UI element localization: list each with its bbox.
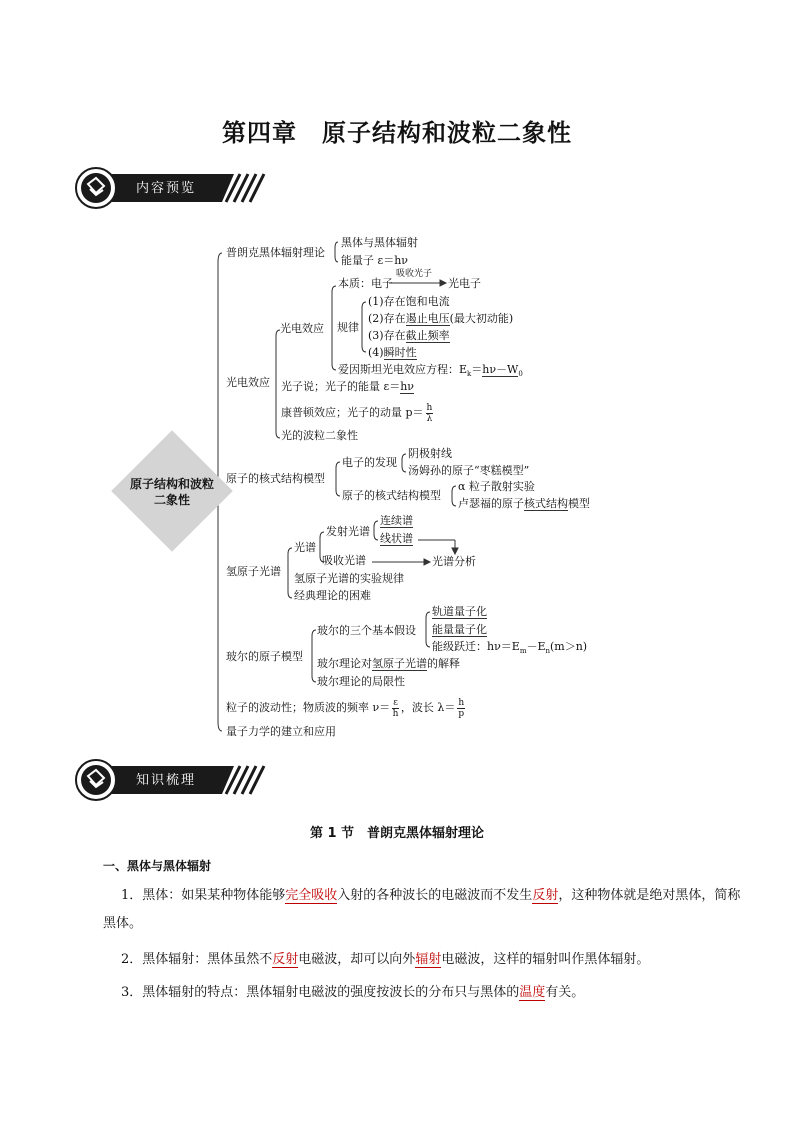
- node-essence-arrow-label: 吸收光子: [396, 269, 433, 279]
- node-photoelectric: 光电效应: [226, 376, 270, 389]
- node-transition-mid: －E: [526, 640, 546, 653]
- chapter-title: 第四章 原子结构和波粒二象性: [222, 119, 572, 147]
- node-nuclear-2: 原子的核式结构模型: [342, 489, 441, 502]
- node-absorption: 吸收光谱: [322, 554, 366, 567]
- node-bohr-limit: 玻尔理论的局限性: [317, 675, 405, 688]
- node-emission: 发射光谱: [326, 525, 370, 538]
- node-compton-text: 康普顿效应；光子的动量 p＝: [281, 406, 424, 419]
- node-cathode: 阴极射线: [408, 447, 452, 460]
- node-essence-post: 光电子: [448, 277, 481, 290]
- node-wave-num1: ε: [393, 697, 398, 708]
- node-rutherford-post: 模型: [568, 497, 590, 510]
- paragraph-2: [103, 946, 743, 974]
- node-alpha: α 粒子散射实验: [458, 480, 535, 493]
- node-wave-pre: 粒子的波动性；物质波的频率 ν＝: [226, 701, 391, 714]
- p1-highlight-1: 完全吸收: [285, 888, 338, 903]
- p3-highlight-1: 温度: [519, 985, 546, 1000]
- node-einstein: [338, 363, 523, 381]
- node-orbit: [432, 605, 487, 619]
- node-essence-pre: 本质：电子: [338, 277, 393, 290]
- node-transition-sub1: m: [519, 647, 527, 656]
- p1-b: 入射的各种波长的电磁波而不发生: [337, 888, 533, 903]
- node-law: 规律: [337, 321, 359, 334]
- node-einstein-mid: ＝: [471, 363, 483, 376]
- node-transition-post: (m＞n): [550, 640, 588, 653]
- node-rutherford-pre: 卢瑟福的原子: [458, 497, 524, 510]
- node-nuclear: 原子的核式结构模型: [226, 472, 325, 485]
- node-law-2-pre: (2)存在: [368, 312, 406, 325]
- node-wave-mid: ，波长 λ＝: [400, 701, 456, 714]
- node-line: [380, 532, 413, 546]
- node-wave-num2: h: [458, 697, 465, 708]
- banner-preview-label: 内容预览: [136, 181, 197, 196]
- p2-c: 电磁波，这样的辐射叫作黑体辐射。: [441, 952, 650, 967]
- node-bohr-explain: [317, 657, 460, 671]
- node-electron: 电子的发现: [342, 456, 397, 469]
- node-compton-fraction: [426, 403, 434, 424]
- p3-a: 3．黑体辐射的特点：黑体辐射电磁波的强度按波长的分布只与黑体的: [121, 985, 520, 1000]
- node-bohr: 玻尔的原子模型: [226, 650, 303, 663]
- node-law-4-underlined: 瞬时性: [383, 346, 417, 359]
- node-hydrogen-law: 氢原子光谱的实验规律: [294, 572, 404, 585]
- node-bohr-explain-pre: 玻尔理论对: [317, 657, 372, 670]
- node-planck: 普朗克黑体辐射理论: [226, 246, 325, 259]
- node-law-2-post: (最大初动能): [449, 312, 514, 325]
- node-photon-underlined: hν: [400, 380, 414, 393]
- node-classical: 经典理论的困难: [294, 589, 371, 602]
- node-law-2-underlined: 遏止电压: [405, 312, 450, 325]
- node-thomson: 汤姆孙的原子“枣糕模型”: [408, 464, 530, 477]
- node-quantum-mechanics: 量子力学的建立和应用: [226, 725, 336, 738]
- node-einstein-underlined: hν－W: [482, 363, 519, 376]
- node-transition-sub2: n: [545, 647, 550, 656]
- node-law-4: [368, 346, 417, 360]
- p2-highlight-1: 反射: [272, 952, 299, 967]
- node-law-4-pre: (4): [368, 346, 384, 359]
- node-law-3-underlined: 截止频率: [405, 329, 450, 342]
- node-wave-den2: p: [458, 708, 465, 719]
- node-bohr-explain-post: 的解释: [427, 657, 460, 670]
- node-law-3: [368, 329, 450, 343]
- node-transition-pre: 能级跃迁：hν＝E: [432, 640, 520, 653]
- node-continuous: [380, 514, 413, 528]
- node-continuous-underlined: 连续谱: [380, 514, 413, 527]
- node-compton-den: λ: [426, 413, 433, 424]
- banner-knowledge-label: 知识梳理: [136, 773, 197, 788]
- node-duality: 光的波粒二象性: [281, 429, 358, 442]
- node-law-3-pre: (3)存在: [368, 329, 406, 342]
- p2-b: 电磁波，却可以向外: [298, 952, 416, 967]
- node-energy-quantum: 能量子 ε＝hν: [341, 254, 408, 267]
- node-analysis: 光谱分析: [432, 555, 476, 568]
- p1-a: 1．黑体：如果某种物体能够: [121, 888, 286, 903]
- node-spectrum: 光谱: [294, 541, 316, 554]
- node-compton: [281, 398, 435, 428]
- node-blackbody: 黑体与黑体辐射: [341, 236, 418, 249]
- node-einstein-pre: 爱因斯坦光电效应方程：E: [338, 363, 468, 376]
- node-essence: [338, 277, 393, 291]
- node-photon-pre: 光子说；光子的能量 ε＝: [281, 380, 401, 393]
- node-compton-num: h: [426, 402, 433, 413]
- p1-c: ，这种物体就是绝对黑体，简称黑体。: [103, 888, 741, 931]
- node-wave-fraction-1: [392, 698, 399, 719]
- node-energy: [432, 623, 487, 637]
- node-einstein-sub2: 0: [518, 370, 523, 379]
- mindmap-center-label: 原子结构和波粒二象性: [130, 477, 215, 507]
- node-wave-fraction-2: [457, 698, 465, 719]
- node-transition: [432, 640, 587, 658]
- node-energy-underlined: 能量量子化: [432, 623, 487, 636]
- node-einstein-sub: k: [467, 370, 472, 379]
- node-photon: [281, 380, 414, 394]
- node-law-1: (1)存在饱和电流: [368, 295, 450, 308]
- section-title: 第 1 节 普朗克黑体辐射理论: [309, 826, 485, 841]
- node-photoelectric-inner: 光电效应: [280, 322, 324, 335]
- node-law-2: [368, 312, 513, 326]
- node-wave-den1: h: [392, 708, 399, 719]
- banner-knowledge: [74, 758, 274, 804]
- p1-highlight-2: 反射: [532, 888, 559, 903]
- node-three-postulates: 玻尔的三个基本假设: [317, 624, 416, 637]
- node-wave: [226, 693, 467, 723]
- p2-a: 2．黑体辐射：黑体虽然不: [121, 952, 273, 967]
- p3-b: 有关。: [545, 985, 585, 1000]
- section-subtitle: 一、黑体与黑体辐射: [103, 859, 212, 873]
- p2-highlight-2: 辐射: [415, 952, 442, 967]
- node-hydrogen: 氢原子光谱: [226, 565, 281, 578]
- node-rutherford-underlined: 核式结构: [524, 497, 568, 510]
- node-orbit-underlined: 轨道量子化: [432, 605, 487, 618]
- node-line-underlined: 线状谱: [380, 532, 413, 545]
- node-bohr-explain-underlined: 氢原子光谱: [372, 657, 427, 670]
- paragraph-3: [103, 979, 743, 1007]
- paragraph-1: [103, 882, 743, 938]
- node-rutherford: [458, 497, 590, 511]
